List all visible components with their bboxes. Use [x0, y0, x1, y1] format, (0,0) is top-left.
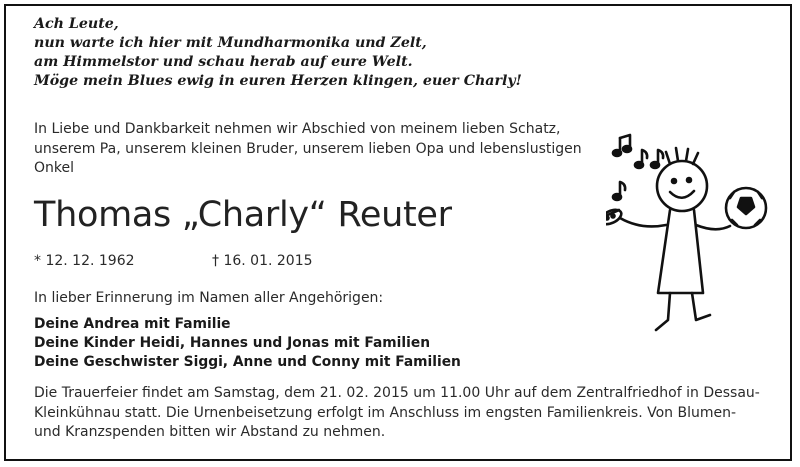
left-leg-icon [656, 293, 670, 330]
poem [34, 15, 574, 91]
intro-line: In Liebe und Dankbarkeit nehmen wir Abschied von meinem lieben Schatz, [34, 121, 561, 137]
intro-line: Onkel [34, 160, 75, 176]
intro-line: unserem Pa, unserem kleinen Bruder, unserem lieben Opa und lebenslustigen [34, 140, 582, 157]
family-line: Deine Andrea mit Familie [34, 316, 231, 332]
stick-figure-icon [606, 130, 776, 345]
harmonica-icon [606, 207, 624, 227]
left-arm-icon [620, 218, 666, 226]
death-date: † 16. 01. 2015 [212, 253, 313, 269]
family-signatures [34, 315, 461, 372]
birth-date: * 12. 12. 1962 [34, 253, 135, 269]
poem-line: nun warte ich hier mit Mundharmonika und Zelt, [34, 35, 427, 51]
family-line: Deine Geschwister Siggi, Anne und Conny mit Familien [34, 354, 461, 370]
family-line: Deine Kinder Heidi, Hannes und Jonas mit Familien [34, 335, 431, 351]
funeral-info [34, 384, 774, 443]
funeral-line: und Kranzspenden bitten wir Abstand zu nehmen. [34, 424, 386, 440]
head-icon [657, 148, 707, 211]
right-leg-icon [692, 293, 710, 320]
funeral-line: Kleinkühnau statt. Die Urnenbeisetzung erfolgt im Anschluss im engsten Familienkreis. Von Blumen- [34, 404, 737, 421]
stick-figure-drawing [606, 130, 776, 345]
poem-line: Möge mein Blues ewig in euren Herzen klingen, euer Charly! [34, 73, 522, 89]
funeral-line: Die Trauerfeier findet am Samstag, dem 21. 02. 2015 um 11.00 Uhr auf dem Zentralfriedhof in Dessau- [34, 385, 760, 401]
deceased-name: Thomas „Charly“ Reuter [34, 195, 452, 235]
music-notes-icon [613, 135, 663, 200]
body-icon [658, 210, 703, 293]
life-dates [34, 252, 313, 271]
memory-line: In lieber Erinnerung im Namen aller Angehörigen: [34, 290, 384, 306]
right-arm-icon [696, 225, 730, 229]
poem-line: am Himmelstor und schau herab auf eure Welt. [34, 54, 413, 70]
poem-line: Ach Leute, [34, 16, 119, 32]
football-icon [726, 188, 766, 228]
farewell-intro [34, 120, 604, 179]
